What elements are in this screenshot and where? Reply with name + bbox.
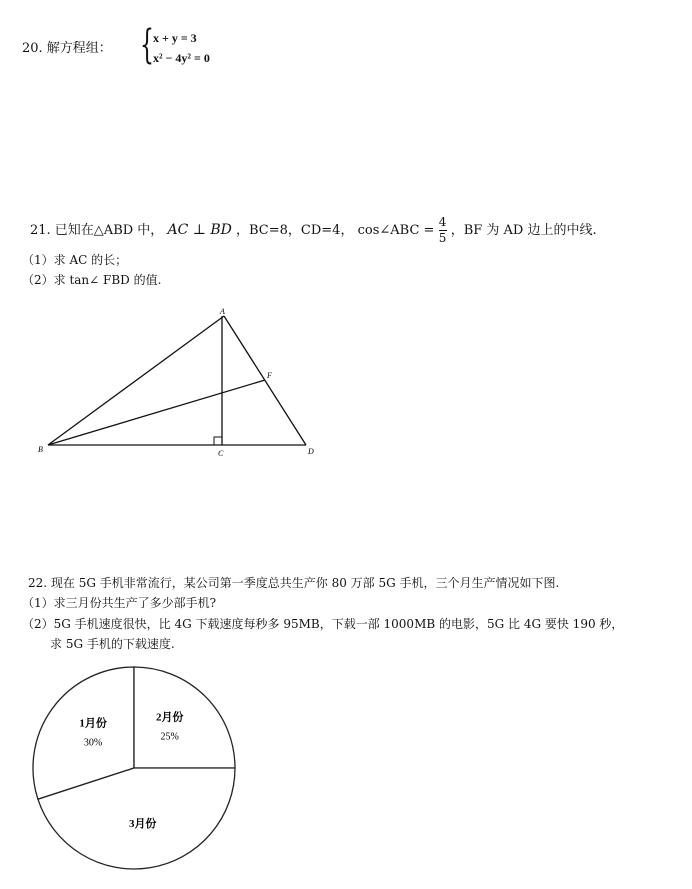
q21-stem-e: ，BF 为 AD 边上的中线. xyxy=(450,223,597,238)
q22-stem: 22. 现在 5G 手机非常流行，某公司第一季度总共生产你 80 万部 5G 手机，三个月生产情况如下图. xyxy=(28,576,560,590)
q21-stem-c: ，BC=8，CD=4， xyxy=(236,223,354,238)
q22-part1: （1）求三月份共生产了多少部手机? xyxy=(22,596,217,610)
pie-value-label-2: 25% xyxy=(160,731,179,743)
q21-stem-b: AC ⊥ BD xyxy=(167,222,232,238)
pie-label-3: 3月份 xyxy=(128,817,157,830)
segment-BF xyxy=(48,380,265,445)
pie-value-label-1: 30% xyxy=(83,737,103,749)
triangle-figure xyxy=(0,300,340,470)
q20-equation-1: x + y = 3 xyxy=(153,31,197,45)
q21-stem xyxy=(30,216,597,245)
system-brace: { xyxy=(140,22,154,68)
q22-part2: （2）5G 手机速度很快，比 4G 下载速度每秒多 95MB，下载一部 1000MB 的电影，5G 比 4G 要快 190 秒， xyxy=(22,617,624,631)
q22-part2-cont: 求 5G 手机的下载速度. xyxy=(50,637,175,651)
label-B: B xyxy=(38,445,43,454)
label-D: D xyxy=(308,447,314,456)
label-C: C xyxy=(218,449,224,458)
q21-part2: （2）求 tan∠ FBD 的值. xyxy=(22,273,162,287)
q20-equation-2: x² − 4y² = 0 xyxy=(153,51,210,65)
q20-number: 20. 解方程组： xyxy=(22,41,112,56)
q21-fraction xyxy=(439,216,447,245)
pie-label-2: 2月份 xyxy=(155,711,184,724)
pie-label-1: 1月份 xyxy=(79,717,107,730)
q21-part1: （1）求 AC 的长； xyxy=(22,253,128,267)
right-angle-mark xyxy=(214,437,222,445)
q21-frac-num: 4 xyxy=(438,215,447,229)
q21-stem-d: cos∠ABC = xyxy=(357,223,435,238)
label-A: A xyxy=(220,307,225,316)
pie-chart xyxy=(30,664,240,874)
q21-frac-den: 5 xyxy=(438,231,447,245)
segment-BA xyxy=(48,316,224,445)
pie-slice-2 xyxy=(134,667,235,768)
q21-stem-a: 21. 已知在△ABD 中， xyxy=(30,223,164,238)
label-F: F xyxy=(267,371,272,380)
